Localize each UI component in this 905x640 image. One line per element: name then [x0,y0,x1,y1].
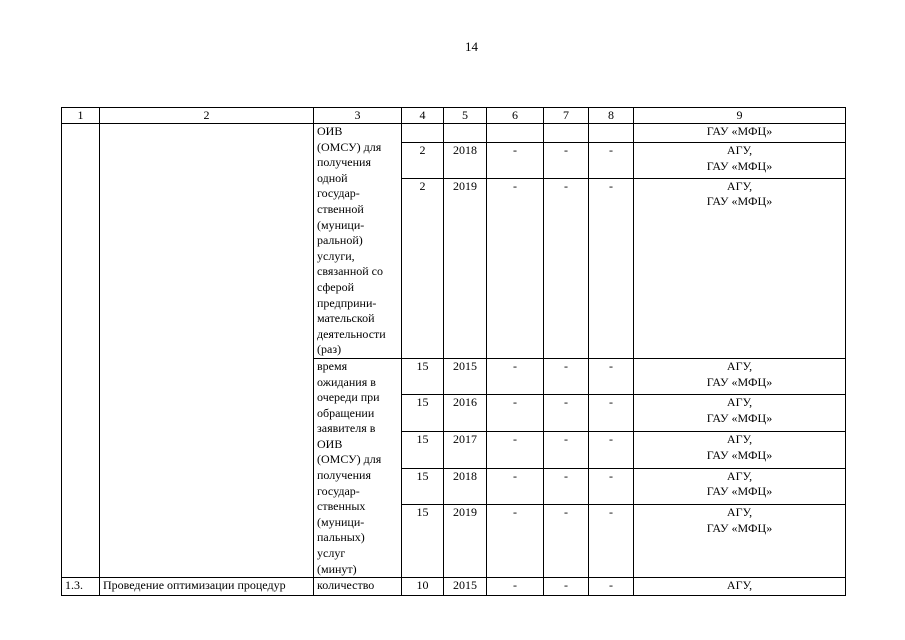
page-number: 14 [465,39,478,54]
year-cell: 2019 [444,178,487,358]
item-number-cell [62,124,100,578]
col8-cell: - [589,142,634,178]
col7-cell: - [544,358,589,395]
header-cell-4: 4 [402,108,444,124]
col6-cell: - [487,142,544,178]
indicator-waiting-time-cell: время ожидания в очереди при обращении заявителя в ОИВ (ОМСУ) для получения государ- ственных (муници- пальных) услуг (минут) [314,358,402,577]
table-row [62,578,846,596]
col7-cell: - [544,432,589,469]
year-cell: 2017 [444,432,487,469]
responsible-cell: АГУ, ГАУ «МФЦ» [634,432,846,469]
item-number-cell: 1.3. [62,578,100,596]
col6-cell: - [487,505,544,578]
col8-cell: - [589,358,634,395]
col7-cell: - [544,468,589,505]
program-indicators-table [61,107,846,596]
header-cell-3: 3 [314,108,402,124]
target-value-cell: 15 [402,468,444,505]
header-cell-7: 7 [544,108,589,124]
target-value-cell: 15 [402,505,444,578]
col8-cell: - [589,178,634,358]
target-value-cell: 2 [402,178,444,358]
col6-cell: - [487,578,544,596]
target-value-cell: 15 [402,432,444,469]
responsible-cell: АГУ, ГАУ «МФЦ» [634,395,846,432]
col6-cell: - [487,358,544,395]
col7-cell: - [544,142,589,178]
responsible-cell: АГУ, ГАУ «МФЦ» [634,178,846,358]
header-cell-5: 5 [444,108,487,124]
col6-cell: - [487,395,544,432]
target-value-cell [402,124,444,143]
header-cell-1: 1 [62,108,100,124]
event-name-cell: Проведение оптимизации процедур [100,578,314,596]
col6-cell: - [487,178,544,358]
header-cell-9: 9 [634,108,846,124]
table-header-row [62,108,846,124]
target-value-cell: 10 [402,578,444,596]
header-cell-8: 8 [589,108,634,124]
year-cell: 2018 [444,468,487,505]
col8-cell: - [589,505,634,578]
target-value-cell: 15 [402,395,444,432]
col6-cell: - [487,432,544,469]
year-cell: 2015 [444,358,487,395]
col7-cell: - [544,395,589,432]
table-row [62,124,846,143]
target-value-cell: 15 [402,358,444,395]
col8-cell: - [589,578,634,596]
indicator-cell: количество [314,578,402,596]
col6-cell: - [487,468,544,505]
responsible-cell: АГУ, ГАУ «МФЦ» [634,468,846,505]
year-cell: 2019 [444,505,487,578]
col6-cell [487,124,544,143]
year-cell: 2015 [444,578,487,596]
target-value-cell: 2 [402,142,444,178]
indicator-visits-cell: ОИВ (ОМСУ) для получения одной государ- ственной (муници- pальной) услуги, связанной со сферой предприни- мательской деятельности (раз) [314,124,402,359]
col7-cell: - [544,578,589,596]
responsible-cell: ГАУ «МФЦ» [634,124,846,143]
col7-cell [544,124,589,143]
header-cell-2: 2 [100,108,314,124]
col8-cell [589,124,634,143]
header-cell-6: 6 [487,108,544,124]
year-cell [444,124,487,143]
responsible-cell: АГУ, ГАУ «МФЦ» [634,358,846,395]
responsible-cell: АГУ, [634,578,846,596]
col7-cell: - [544,178,589,358]
col8-cell: - [589,432,634,469]
col8-cell: - [589,468,634,505]
responsible-cell: АГУ, ГАУ «МФЦ» [634,142,846,178]
event-name-cell [100,124,314,578]
col7-cell: - [544,505,589,578]
year-cell: 2018 [444,142,487,178]
year-cell: 2016 [444,395,487,432]
responsible-cell: АГУ, ГАУ «МФЦ» [634,505,846,578]
col8-cell: - [589,395,634,432]
